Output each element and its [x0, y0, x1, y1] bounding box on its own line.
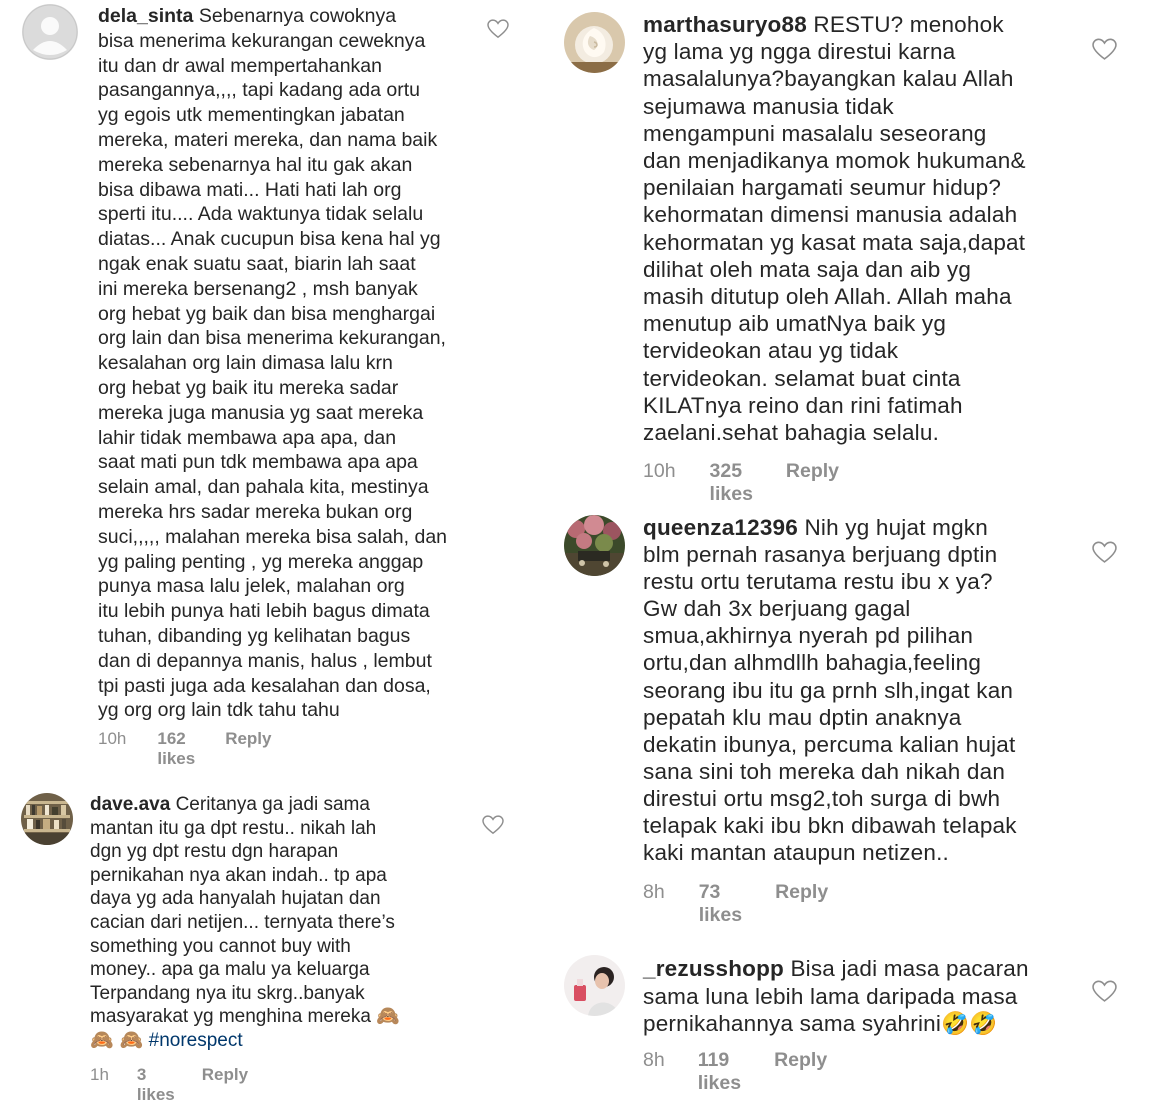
avatar[interactable]: [564, 955, 625, 1016]
comment-time: 10h: [98, 729, 127, 748]
comment-username[interactable]: dela_sinta: [98, 5, 194, 27]
reply-button[interactable]: Reply: [774, 1049, 828, 1071]
comment-likes[interactable]: 73 likes: [698, 881, 743, 926]
comment-meta: [643, 881, 828, 927]
comment-username[interactable]: _rezusshopp: [643, 956, 784, 981]
comment-text: [643, 955, 1113, 1039]
reply-button[interactable]: Reply: [225, 729, 272, 748]
bookshelf-photo-avatar: [21, 793, 73, 845]
comment-meta: [90, 1065, 248, 1105]
comment-meta: [98, 729, 271, 769]
comment-likes[interactable]: 119 likes: [697, 1049, 742, 1094]
hashtag-link[interactable]: #norespect: [148, 1029, 243, 1051]
comment-time: 8h: [643, 1049, 665, 1071]
reply-button[interactable]: Reply: [785, 460, 840, 482]
comment-username[interactable]: queenza12396: [643, 515, 798, 540]
default-avatar-icon: [22, 4, 78, 60]
comment-body: Nih yg hujat mgkn blm pernah rasanya berjuang dptin restu ortu terutama restu ibu x ya? Gw dah 3x berjuang gagal smua,akhirnya nyerah pd pilihan ortu,dan alhmdllh bahagia,feeling seorang ibu itu ga prnh slh,ingat kan pepatah klu mau dptin anaknya dekatin ibunya, percuma kalian hujat sana sini toh mereka dah nikah dan direstui ortu msg2,toh surga di bwh telapak kaki ibu bkn dibawah telapak kaki mantan ataupun netizen..: [643, 515, 1017, 866]
comment-username[interactable]: dave.ava: [90, 794, 171, 815]
heart-icon[interactable]: [1092, 980, 1117, 1003]
heart-icon[interactable]: [1092, 38, 1117, 61]
comment-text: [643, 514, 1113, 866]
avatar[interactable]: [564, 12, 625, 73]
heart-icon[interactable]: [487, 19, 509, 39]
flower-photo-avatar: [564, 12, 625, 73]
emoji: 🤣🤣: [941, 1011, 998, 1037]
reply-button[interactable]: Reply: [201, 1065, 249, 1084]
reply-button[interactable]: Reply: [775, 881, 829, 903]
comment-meta: [643, 1049, 827, 1095]
avatar[interactable]: [21, 793, 73, 845]
emoji: 🙈 🙈: [90, 1028, 144, 1051]
comment-body: Sebenarnya cowoknya bisa menerima kekurangan ceweknya itu dan dr awal mempertahankan pasangannya,,,, tapi kadang ada ortu yg egois utk mementingkan jabatan mereka, materi mereka, dan nama baik mereka sebenarnya hal itu gak akan bisa dibawa mati... Hati hati lah org sperti itu.... Ada waktunya tidak selalu diatas... Anak cucupun bisa kena hal yg ngak enak suatu saat, biarin lah saat ini mereka bersenang2 , msh banyak org hebat yg baik dan bisa menghargai org lain dan bisa menerima kekurangan, kesalahan org lain dimasa lalu krn org hebat yg baik itu mereka sadar mereka juga manusia yg saat mereka lahir tidak membawa apa apa, dan saat mati pun tdk membawa apa apa selain amal, dan pahala kita, mestinya mereka hrs sadar mereka bukan org suci,,,,, malahan mereka bisa salah, dan yg paling penting , yg mereka anggap punya masa lalu jelek, malahan org itu lebih punya hati lebih bagus dimata tuhan, dibanding yg kelihatan bagus dan di depannya manis, halus , lembut tpi pasti juga ada kesalahan dan dosa, yg org org lain tdk tahu tahu: [98, 5, 448, 722]
comment-likes[interactable]: 325 likes: [709, 460, 753, 505]
comment-meta: [643, 460, 839, 506]
comment-text: [643, 11, 1113, 446]
comment-username[interactable]: marthasuryo88: [643, 12, 807, 37]
emoji: 🙈: [376, 1005, 400, 1028]
woman-photo-avatar: [564, 955, 625, 1016]
comment-body: RESTU? menohok yg lama yg ngga direstui karna masalalunya?bayangkan kalau Allah sejumawa manusia tidak mengampuni masalalu seseorang dan menjadikanya momok hukuman& penilaian hargamati seumur hidup? kehormatan dimensi manusia adalah kehormatan yg kasat mata saja,dapat dilihat oleh mata saja dan aib yg masih ditutup oleh Allah. Allah maha menutup aib umatNya baik yg tervideokan atau yg tidak tervideokan. selamat buat cinta KILATnya reino dan rini fatimah zaelani.sehat bahagia selalu.: [643, 12, 1026, 446]
comment-time: 10h: [643, 460, 676, 482]
comment-likes[interactable]: 3 likes: [136, 1065, 175, 1104]
comment-time: 1h: [90, 1065, 109, 1084]
comment-body: Ceritanya ga jadi sama mantan itu ga dpt restu.. nikah lah dgn yg dpt restu dgn harapan pernikahan nya akan indah.. tp apa daya yg ada hanyalah hujatan dan cacian dari netijen... ternyata there’s something you cannot buy with money.. apa ga malu ya keluarga Terpandang nya itu skrg..banyak masyarakat yg menghina mereka: [90, 794, 395, 1028]
comment-text: [90, 793, 470, 1053]
comment-time: 8h: [643, 881, 665, 903]
heart-icon[interactable]: [1092, 541, 1117, 564]
avatar[interactable]: [564, 515, 625, 576]
avatar[interactable]: [22, 4, 78, 60]
comment-text: [98, 4, 478, 723]
comment-body: Bisa jadi masa pacaran sama luna lebih lama daripada masa pernikahannya sama syahrini: [643, 956, 1029, 1036]
comment-likes[interactable]: 162 likes: [157, 729, 196, 768]
garden-photo-avatar: [564, 515, 625, 576]
heart-icon[interactable]: [482, 815, 504, 835]
